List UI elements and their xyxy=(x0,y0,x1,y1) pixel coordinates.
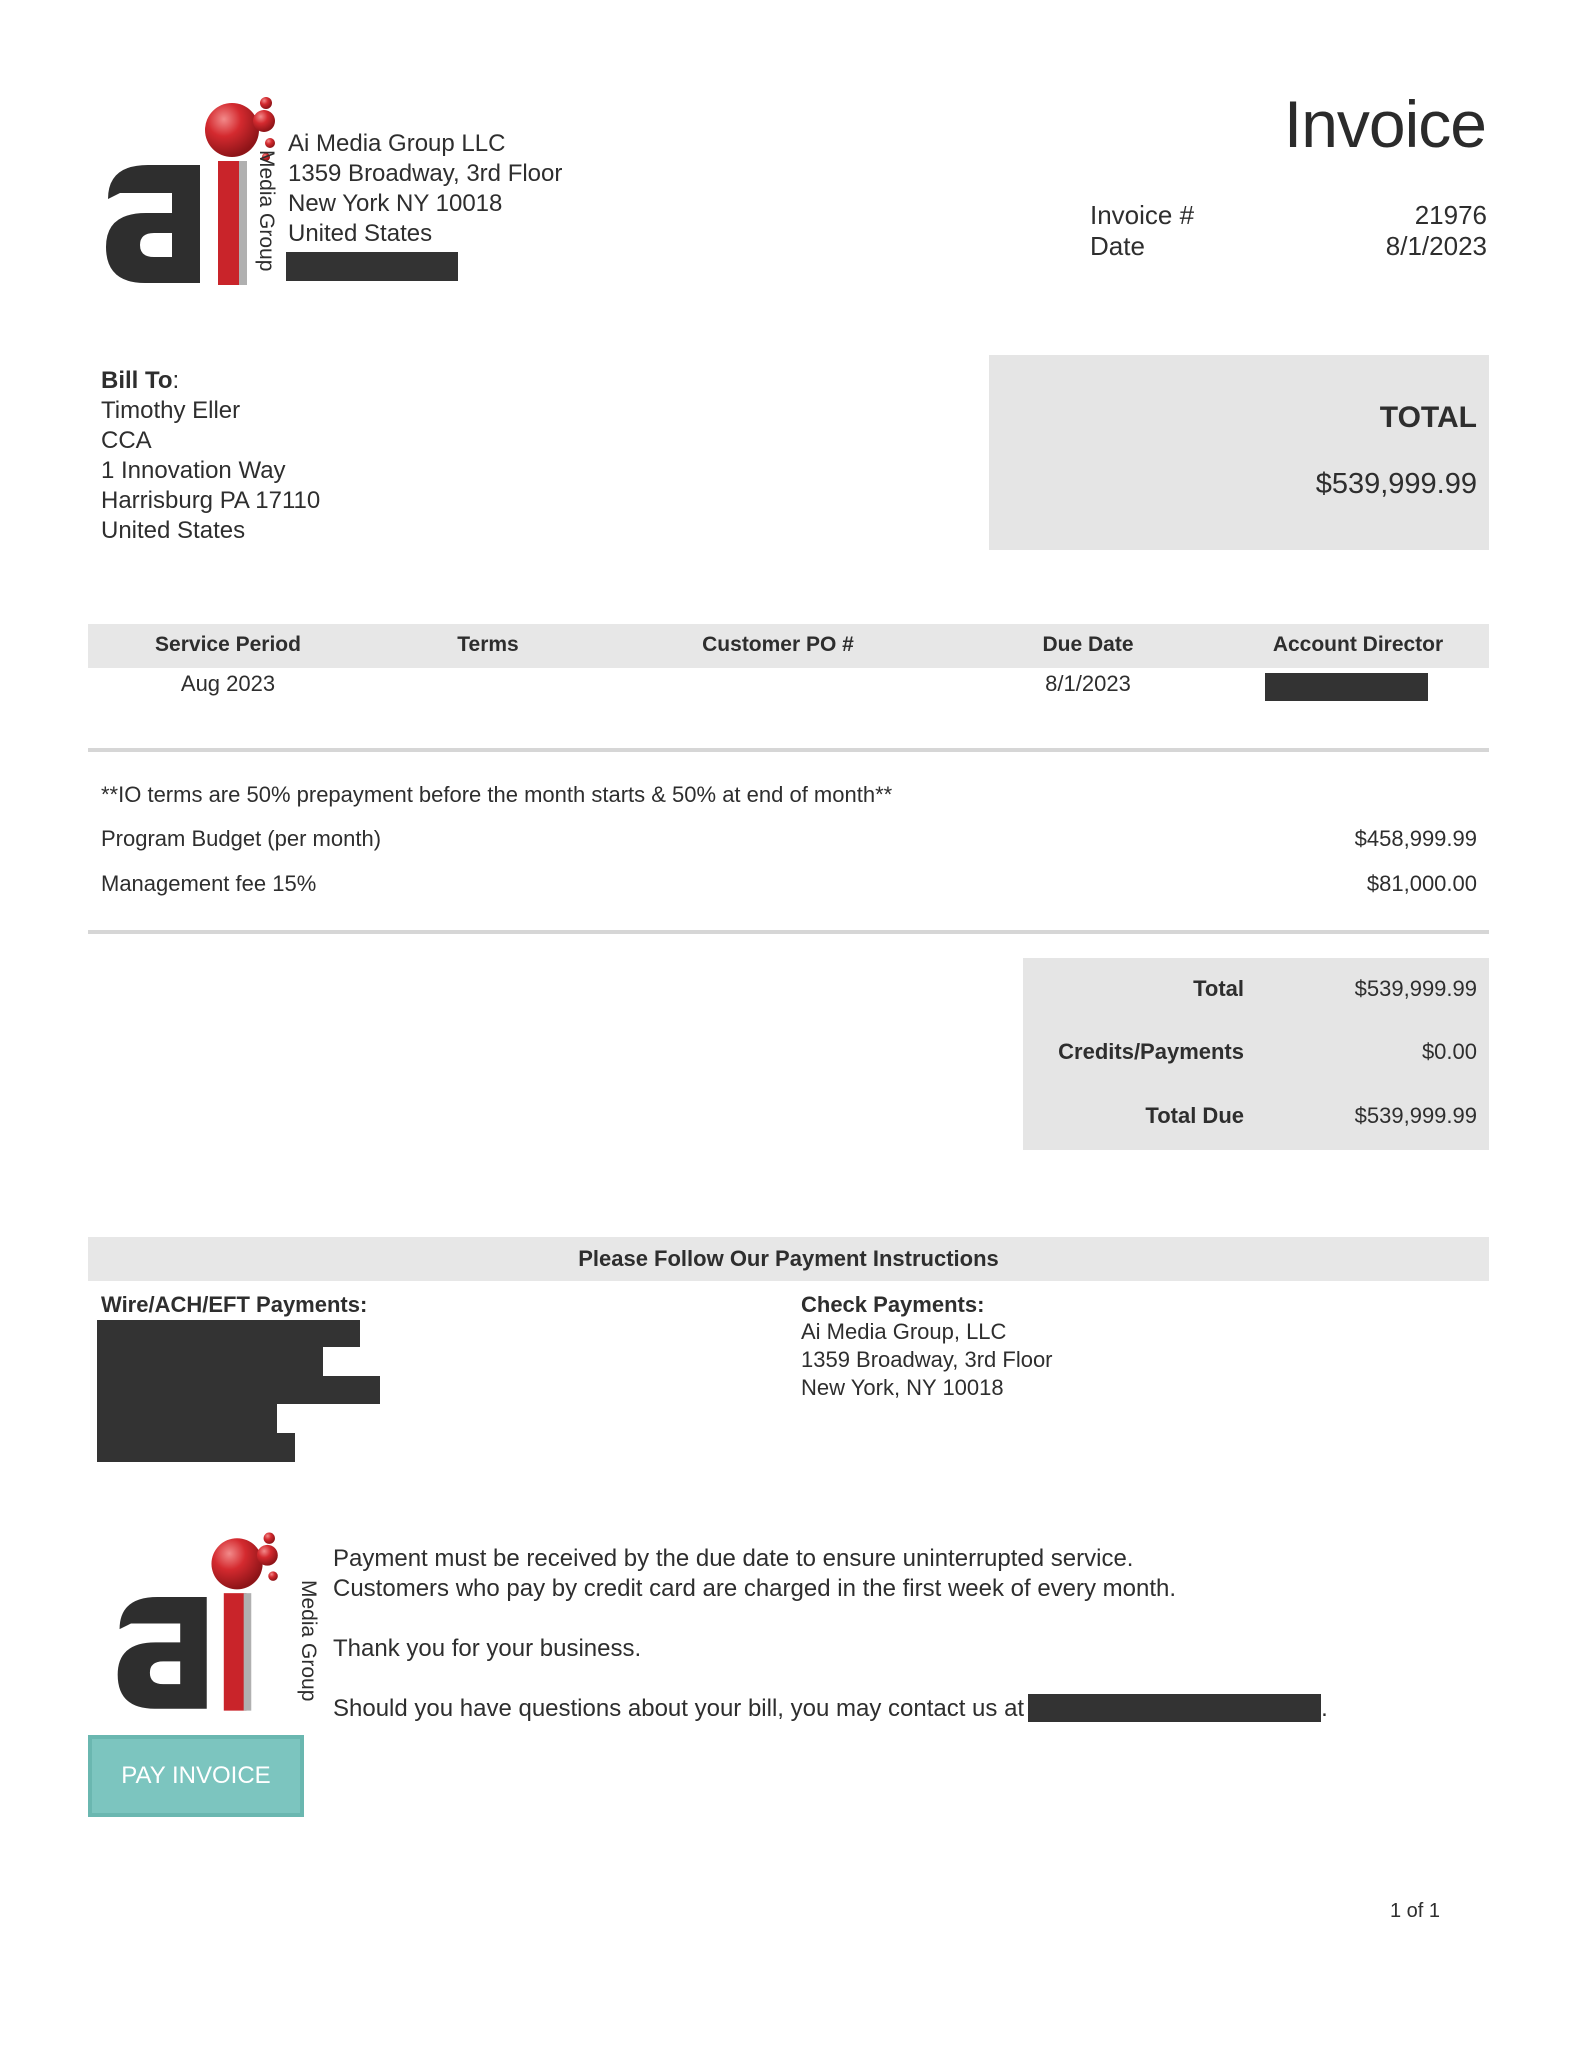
bill-to-block xyxy=(101,366,320,546)
header-service-period: Service Period xyxy=(155,633,301,656)
company-name: Ai Media Group LLC xyxy=(288,130,506,157)
check-address-line: New York, NY 10018 xyxy=(801,1375,1004,1400)
header-terms: Terms xyxy=(457,633,519,656)
company-address xyxy=(288,129,562,249)
divider-top xyxy=(88,748,1489,752)
wire-payments-label: Wire/ACH/EFT Payments: xyxy=(101,1292,368,1317)
value-due-date: 8/1/2023 xyxy=(1045,671,1131,696)
account-director-redaction xyxy=(1265,673,1428,701)
company-address-line1: 1359 Broadway, 3rd Floor xyxy=(288,160,563,187)
header-account-director: Account Director xyxy=(1272,633,1444,656)
summary-box xyxy=(1023,958,1489,1150)
bill-to-company: CCA xyxy=(101,427,152,454)
company-redaction xyxy=(286,252,458,281)
footer-line-contact-end: . xyxy=(1321,1695,1328,1722)
summary-total-due-value: $539,999.99 xyxy=(1354,1103,1477,1128)
wire-details-redaction xyxy=(97,1320,382,1462)
summary-credits-label: Credits/Payments xyxy=(1058,1039,1244,1064)
total-box-amount: $539,999.99 xyxy=(1315,468,1477,500)
summary-total-due-label: Total Due xyxy=(1145,1103,1244,1128)
pay-invoice-button[interactable]: PAY INVOICE xyxy=(88,1735,304,1817)
footer-line-thanks: Thank you for your business. xyxy=(333,1635,642,1662)
line-item-description: Management fee 15% xyxy=(101,871,317,896)
company-address-line2: New York NY 10018 xyxy=(288,190,503,217)
total-box-label: TOTAL xyxy=(1379,401,1477,434)
bill-to-country: United States xyxy=(101,517,246,544)
header-customer-po: Customer PO # xyxy=(702,633,854,656)
check-address-line: 1359 Broadway, 3rd Floor xyxy=(801,1347,1053,1372)
io-terms-note: **IO terms are 50% prepayment before the month starts & 50% at end of month** xyxy=(101,782,893,807)
invoice-number-value: 21976 xyxy=(1414,200,1487,230)
check-address-line: Ai Media Group, LLC xyxy=(801,1319,1007,1344)
line-item-description: Program Budget (per month) xyxy=(101,826,382,851)
summary-credits-value: $0.00 xyxy=(1421,1039,1477,1064)
footer-line-due-date: Payment must be received by the due date to ensure uninterrupted service. xyxy=(333,1545,1134,1572)
logo-wordmark: Media Group xyxy=(255,150,278,272)
invoice-number-label: Invoice # xyxy=(1090,200,1195,230)
bill-to-address-line2: Harrisburg PA 17110 xyxy=(101,487,321,514)
bill-to-address-line1: 1 Innovation Way xyxy=(101,457,286,484)
value-service-period: Aug 2023 xyxy=(180,671,276,696)
line-item-amount: $458,999.99 xyxy=(1354,826,1477,851)
page-number: 1 of 1 xyxy=(1390,1900,1441,1922)
divider-bottom xyxy=(88,930,1489,934)
summary-total-value: $539,999.99 xyxy=(1354,976,1477,1001)
total-box xyxy=(989,355,1489,550)
summary-total-label: Total xyxy=(1193,976,1244,1001)
contact-redaction xyxy=(1028,1694,1321,1722)
bill-to-colon: : xyxy=(172,367,180,394)
company-country: United States xyxy=(288,220,433,247)
header-due-date: Due Date xyxy=(1042,633,1134,656)
line-item-amount: $81,000.00 xyxy=(1366,871,1477,896)
payment-instructions-header: Please Follow Our Payment Instructions xyxy=(88,1237,1489,1281)
invoice-date-label: Date xyxy=(1090,231,1145,261)
invoice-date-value: 8/1/2023 xyxy=(1385,231,1487,261)
info-table-header xyxy=(88,624,1489,668)
footer-notes xyxy=(333,1544,1328,1724)
bill-to-label: Bill To xyxy=(101,367,173,394)
bill-to-name: Timothy Eller xyxy=(101,397,241,424)
footer-logo-wordmark: Media Group xyxy=(297,1580,320,1702)
invoice-title: Invoice xyxy=(1283,87,1486,161)
footer-ai-media-group-logo-icon xyxy=(112,1528,292,1718)
footer-line-credit-card: Customers who pay by credit card are charged in the first week of every month. xyxy=(333,1575,1177,1602)
check-payments-address xyxy=(801,1318,1053,1402)
check-payments-label: Check Payments: xyxy=(801,1292,985,1317)
footer-line-contact: Should you have questions about your bill, you may contact us at xyxy=(333,1695,1025,1722)
